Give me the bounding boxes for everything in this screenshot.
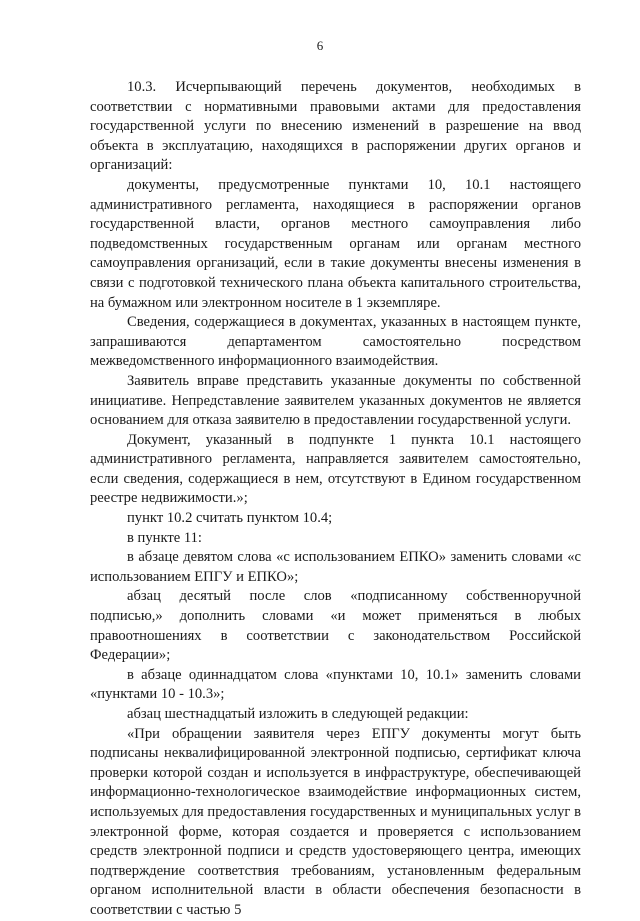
paragraph-item-11: в пункте 11: <box>127 529 202 546</box>
paragraph-applicant-initiative: Заявитель вправе представить указанные документы по собственной инициативе. Непредставление заявителем указанных документов не является основанием для отказа заявителю в предоставлении государственной услуги. <box>90 372 581 429</box>
paragraph-subparagraph-1: Документ, указанный в подпункте 1 пункта 10.1 настоящего административного регламента, направляется заявителем самостоятельно, если сведения, содержащиеся в нем, отсутствуют в Едином государственном реестре недвижимости.»; <box>90 431 581 507</box>
paragraph-epgu-signature: «При обращении заявителя через ЕПГУ документы могут быть подписаны неквалифицированной электронной подписью, сертификат ключа проверки которой создан и используется в инфраструктуре, обеспечивающей информационно-технологическое взаимодействие информационных систем, используемых для предоставления государственных и муниципальных услуг в электронной форме, которая создается и проверяется с использованием средств электронной подписи и средств удостоверяющего центра, имеющих подтверждение соответствия требованиям, установленным федеральным органом исполнительной власти в области обеспечения безопасности в соответствии с частью 5 <box>90 725 581 918</box>
paragraph-documents-list: документы, предусмотренные пунктами 10, 10.1 настоящего административного регламента, находящиеся в распоряжении органов государственной власти, органов местного самоуправления либо подведомственных государственным органам или органам местного самоуправления организаций, если в такие документы внесены изменения в связи с подготовкой технического плана объекта капитального строительства, на бумажном или электронном носителе в 1 экземпляре. <box>90 176 581 311</box>
paragraph-renumber-10-2: пункт 10.2 считать пунктом 10.4; <box>127 510 333 527</box>
paragraph-ninth-abzats: в абзаце девятом слова «с использованием ЕПКО» заменить словами «с использованием ЕПГУ и ЕПКО»; <box>90 549 581 585</box>
page-number: 6 <box>316 38 324 53</box>
paragraph-tenth-abzats: абзац десятый после слов «подписанному собственноручной подписью,» дополнить словами «и может применяться в любых правоотношениях в соответствии с законодательством Российской Федерации»; <box>90 588 581 664</box>
paragraph-sixteenth-abzats: абзац шестнадцатый изложить в следующей редакции: <box>127 706 469 722</box>
document-body <box>90 78 581 921</box>
paragraph-interagency-request: Сведения, содержащиеся в документах, указанных в настоящем пункте, запрашиваются департаментом самостоятельно посредством межведомственного информационного взаимодействия. <box>90 314 581 370</box>
paragraph-eleventh-abzats: в абзаце одиннадцатом слова «пунктами 10, 10.1» заменить словами «пунктами 10 - 10.3»; <box>90 666 581 703</box>
paragraph-10-3-intro: 10.3. Исчерпывающий перечень документов, необходимых в соответствии с нормативными правовыми актами для предоставления государственной услуги по внесению изменений в разрешение на ввод объекта в эксплуатацию, находящихся в распоряжении других органов и организаций: <box>90 79 581 174</box>
